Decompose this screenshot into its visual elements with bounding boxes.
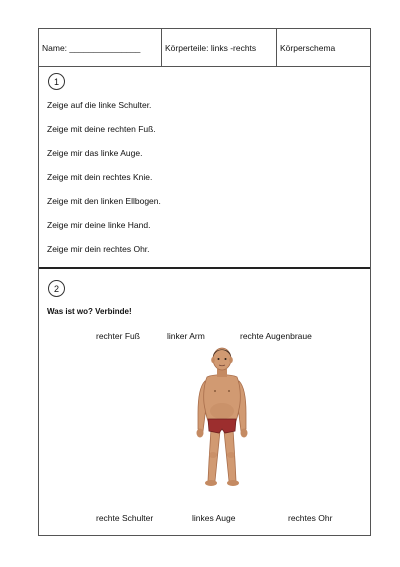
instruction-item: Zeige mir deine linke Hand. (47, 220, 151, 230)
body-figure (189, 343, 255, 491)
topic-cell (162, 29, 277, 66)
section-2-number: 2 (48, 280, 65, 297)
instruction-item: Zeige mit deine rechten Fuß. (47, 124, 156, 134)
worksheet (38, 28, 371, 536)
task-title: Was ist wo? Verbinde! (47, 307, 132, 316)
instruction-item: Zeige auf die linke Schulter. (47, 100, 152, 110)
label-bottom-1[interactable]: rechte Schulter (96, 513, 154, 523)
instruction-item: Zeige mit den linken Ellbogen. (47, 196, 161, 206)
section-1-number: 1 (48, 73, 65, 90)
section-2 (39, 269, 370, 535)
topic-text: Körperteile: links -rechts (165, 42, 257, 53)
subject-text: Körperschema (280, 42, 336, 53)
instruction-item: Zeige mir dein rechtes Ohr. (47, 244, 150, 254)
name-line[interactable]: _______________ (69, 42, 141, 53)
section-1 (39, 67, 370, 269)
label-top-3[interactable]: rechte Augenbraue (240, 331, 312, 341)
label-bottom-3[interactable]: rechtes Ohr (288, 513, 333, 523)
name-cell (39, 29, 162, 66)
instruction-item: Zeige mit dein rechtes Knie. (47, 172, 153, 182)
label-top-1[interactable]: rechter Fuß (96, 331, 140, 341)
instruction-item: Zeige mir das linke Auge. (47, 148, 143, 158)
subject-cell (277, 29, 371, 66)
label-bottom-2[interactable]: linkes Auge (192, 513, 236, 523)
label-top-2[interactable]: linker Arm (167, 331, 205, 341)
name-label: Name: (42, 42, 68, 53)
worksheet-header (39, 29, 370, 67)
